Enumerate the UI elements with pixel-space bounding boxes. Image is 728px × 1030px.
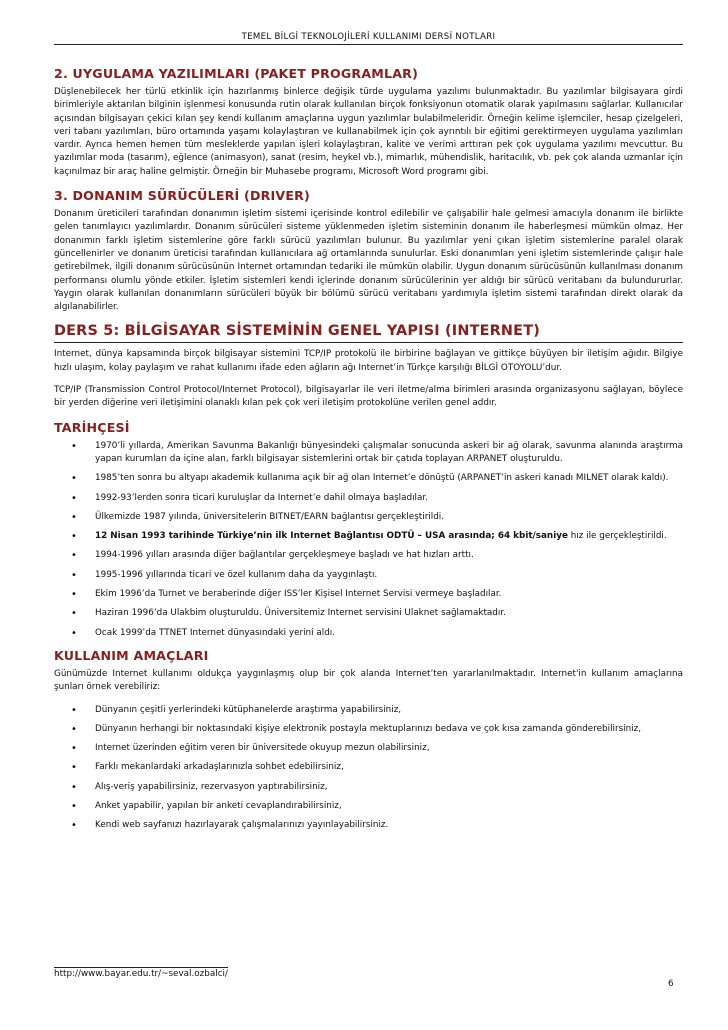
list-item xyxy=(54,530,683,543)
list-item-text: hız ile gerçekleştirildi. xyxy=(567,531,667,542)
section-3-heading: 3. DONANIM SÜRÜCÜLERİ (DRIVER) xyxy=(54,188,310,204)
bullet-icon: • xyxy=(71,569,77,581)
history-heading: TARİHÇESİ xyxy=(54,419,130,435)
section-2-paragraph: Düşlenebilecek her türlü etkinlik için hazırlanmış binlerce değişik türde uygulama yazılımı bulunmaktadır. Bu yazılımlar bilgisayara girdi birimleriyle aktarılan bilginin işlenmesi konusunda rutin olarak kullanılan birçok fonksiyonun otomatik olarak yapılmasını sağlarlar. Kullanıcılar açısından bilgisayarı çekici kılan şey kendi kullanım amaçlarına uygun yazılımlar bulabilmeleridir. Örneğin kelime işlemciler, hesap çizelgeleri, veri tabanı yazılımları, büro ortamında yaşamı kolaylaştıran ve kullanabilmek için çok ayrıntılı bir eğitimi gerektirmeyen uygulama yazılımları vardır. Ayrıca hemen hemen tüm mesleklerde yapılan işleri kolaylaştıran, kalite ve verimi arttıran pek çok uygulama yazılımı mevcuttur. Bu yazılımlar moda (tasarım), eğlence (animasyon), sanat (resim, heykel vb.), mimarlık, mühendislik, haritacılık, vb. pek çok alanda uzmanlar için kaçınılmaz bir araç haline gelmiştir. Örneğin bir Muhasebe programı, Microsoft Word programı gibi. xyxy=(54,87,683,177)
list-item-text: 1985’ten sonra bu altyapı akademik kullanıma açık bir ağ olan Internet’e dönüştü (ARPANET’in askeri kanadı MILNET olarak kaldı). xyxy=(95,473,669,484)
page-header: TEMEL BİLGİ TEKNOLOJİLERİ KULLANIMI DERSİ NOTLARI xyxy=(54,32,683,45)
list-item-text: Farklı mekanlardaki arkadaşlarınızla sohbet edebilirsiniz, xyxy=(95,762,344,773)
usage-list xyxy=(54,704,683,833)
list-item-text: Alış-veriş yapabilirsiniz, rezervasyon yaptırabilirsiniz, xyxy=(95,781,328,792)
history-list xyxy=(54,440,683,640)
bullet-icon: • xyxy=(71,723,77,735)
list-item xyxy=(54,511,683,524)
lesson-5-paragraph-2: TCP/IP (Transmission Control Protocol/Internet Protocol), bilgisayarlar ile veri iletme/alma birimleri arasında organizasyonu sağlayan, böylece bir yerden diğerine veri iletişimini olanaklı kılan pek çok veri iletişim protokolüne verilen genel addır. xyxy=(54,385,683,409)
bullet-icon: • xyxy=(71,492,77,504)
list-item xyxy=(54,781,683,794)
bullet-icon: • xyxy=(71,800,77,812)
list-item-text: 1995-1996 yıllarında ticari ve özel kullanım daha da yaygınlaştı. xyxy=(95,569,378,580)
section-2-heading: 2. UYGULAMA YAZILIMLARI (PAKET PROGRAMLAR) xyxy=(54,66,419,81)
bullet-icon: • xyxy=(71,531,77,543)
list-item xyxy=(54,723,683,736)
list-item-text: Ülkemizde 1987 yılında, üniversitelerin BITNET/EARN bağlantısı gerçekleştirildi. xyxy=(95,511,445,522)
list-item xyxy=(54,819,683,832)
list-item xyxy=(54,761,683,774)
bullet-icon: • xyxy=(71,743,77,755)
list-item-text: Anket yapabilir, yapılan bir anketi cevaplandırabilirsiniz, xyxy=(95,800,342,811)
bullet-icon: • xyxy=(71,820,77,832)
document-body xyxy=(54,66,683,841)
bullet-icon: • xyxy=(71,550,77,562)
list-item xyxy=(54,549,683,562)
bullet-icon: • xyxy=(71,627,77,639)
lesson-5-heading: DERS 5: BİLGİSAYAR SİSTEMİNİN GENEL YAPISI (INTERNET) xyxy=(54,323,683,343)
list-item-bold-text: 12 Nisan 1993 tarihinde Türkiye’nin ilk Internet Bağlantısı ODTÜ – USA arasında; 64 kbit/saniye xyxy=(95,531,568,542)
bullet-icon: • xyxy=(71,762,77,774)
page-number: 6 xyxy=(668,979,674,989)
list-item-text: Dünyanın herhangi bir noktasındaki kişiye elektronik postayla mektuplarınızı bedava ve çok kısa zamanda gönderebilirsiniz, xyxy=(95,723,642,734)
list-item-text: 1994-1996 yılları arasında diğer bağlantılar gerçekleşmeye başladı ve hat hızları arttı. xyxy=(95,550,474,561)
bullet-icon: • xyxy=(71,608,77,620)
list-item-text: Internet üzerinden eğitim veren bir üniversitede okuyup mezun olabilirsiniz, xyxy=(95,743,430,754)
footer-link[interactable]: http://www.bayar.edu.tr/~seval.ozbalci/ xyxy=(54,969,228,979)
list-item-text: 1970’li yıllarda, Amerikan Savunma Bakanlığı bünyesindeki çalışmalar sonucunda askeri bir ağ olarak, savunma alanında araştırma yapan kurumları da içine alan, farklı bilgisayar sistemlerini ortak bir çatıda toplayan ARPANET oluşturuldu. xyxy=(95,440,683,464)
list-item-text: Dünyanın çeşitli yerlerindeki kütüphanelerde araştırma yapabilirsiniz, xyxy=(95,704,402,715)
list-item-text: Ekim 1996’da Turnet ve beraberinde diğer ISS’ler Kişisel Internet Servisi vermeye başladılar. xyxy=(95,589,502,600)
list-item xyxy=(54,742,683,755)
list-item xyxy=(54,607,683,620)
list-item xyxy=(54,569,683,582)
list-item xyxy=(54,704,683,717)
list-item-text: Haziran 1996’da Ulakbim oluşturuldu. Üniversitemiz Internet servisini Ulaknet sağlamaktadır. xyxy=(95,608,506,619)
usage-heading: KULLANIM AMAÇLARI xyxy=(54,647,209,663)
section-3-paragraph: Donanım üreticileri tarafından donanımın işletim sistemi içerisinde kontrol edilebilir ve çalışabilir hale gelmesi amacıyla donanım ile birlikte gelen tanımlayıcı yazılımlardır. Donanım sürücüleri sisteme yüklenmeden işletim sisteminin donanım ile haberleşmesi mümkün olmaz. Her donanımın farklı işletim sistemlerine göre farklı sürücü yazılımları bulunur. Bu yazılımlar yeni çıkan işletim sistemlerine paralel olarak güncellenirler ve donanım üreticisi tarafından kullanıcılara ağ ortamlarında sunulurlar. Eski donanımları yeni işletim sistemlerinde çalışır hale getirebilmek, ilgili donanım sürücüsünün Internet ortamından tedariki ile mümkün olabilir. Uygun donanım sürücüsünün kullanılması donanım performansı olumlu yönde etkiler. İşletim sistemleri kendi içlerinde donanım sürücülerinin yer aldığı bir sürücü veritabanı da bulundururlar. Yaygın olarak kullanılan donanımların sürücüleri büyük bir bölümü sürücü veritabanı yardımıyla işletim sistemi tarafından direkt olarak da algılanabilirler. xyxy=(54,209,683,313)
list-item xyxy=(54,588,683,601)
bullet-icon: • xyxy=(71,511,77,523)
list-item xyxy=(54,472,683,485)
list-item-text: 1992-93’lerden sonra ticari kuruluşlar da Internet’e dahil olmaya başladılar. xyxy=(95,492,428,503)
list-item xyxy=(54,800,683,813)
list-item xyxy=(54,492,683,505)
bullet-icon: • xyxy=(71,589,77,601)
usage-paragraph: Günümüzde Internet kullanımı oldukça yaygınlaşmış olup bir çok alanda Internet’ten yararlanılmaktadır. Internet'in kullanım amaçlarına şunları örnek verebiliriz: xyxy=(54,668,683,693)
list-item xyxy=(54,440,683,467)
list-item xyxy=(54,627,683,640)
bullet-icon: • xyxy=(71,440,77,452)
bullet-icon: • xyxy=(71,704,77,716)
bullet-icon: • xyxy=(71,781,77,793)
list-item-text: Kendi web sayfanızı hazırlayarak çalışmalarınızı yayınlayabilirsiniz. xyxy=(95,820,389,831)
list-item-text: Ocak 1999’da TTNET Internet dünyasındaki yerini aldı. xyxy=(95,627,336,638)
lesson-5-paragraph-1: Internet, dünya kapsamında birçok bilgisayar sistemini TCP/IP protokolü ile birbirine bağlayan ve gittikçe büyüyen bir iletişim ağıdır. Bilgiye hızlı ulaşım, kolay paylaşım ve rahat kullanımı ifade eden ağların ağı Internet’in Türkçe karşılığı BİLGİ OTOYOLU’dur. xyxy=(54,349,683,373)
bullet-icon: • xyxy=(71,473,77,485)
